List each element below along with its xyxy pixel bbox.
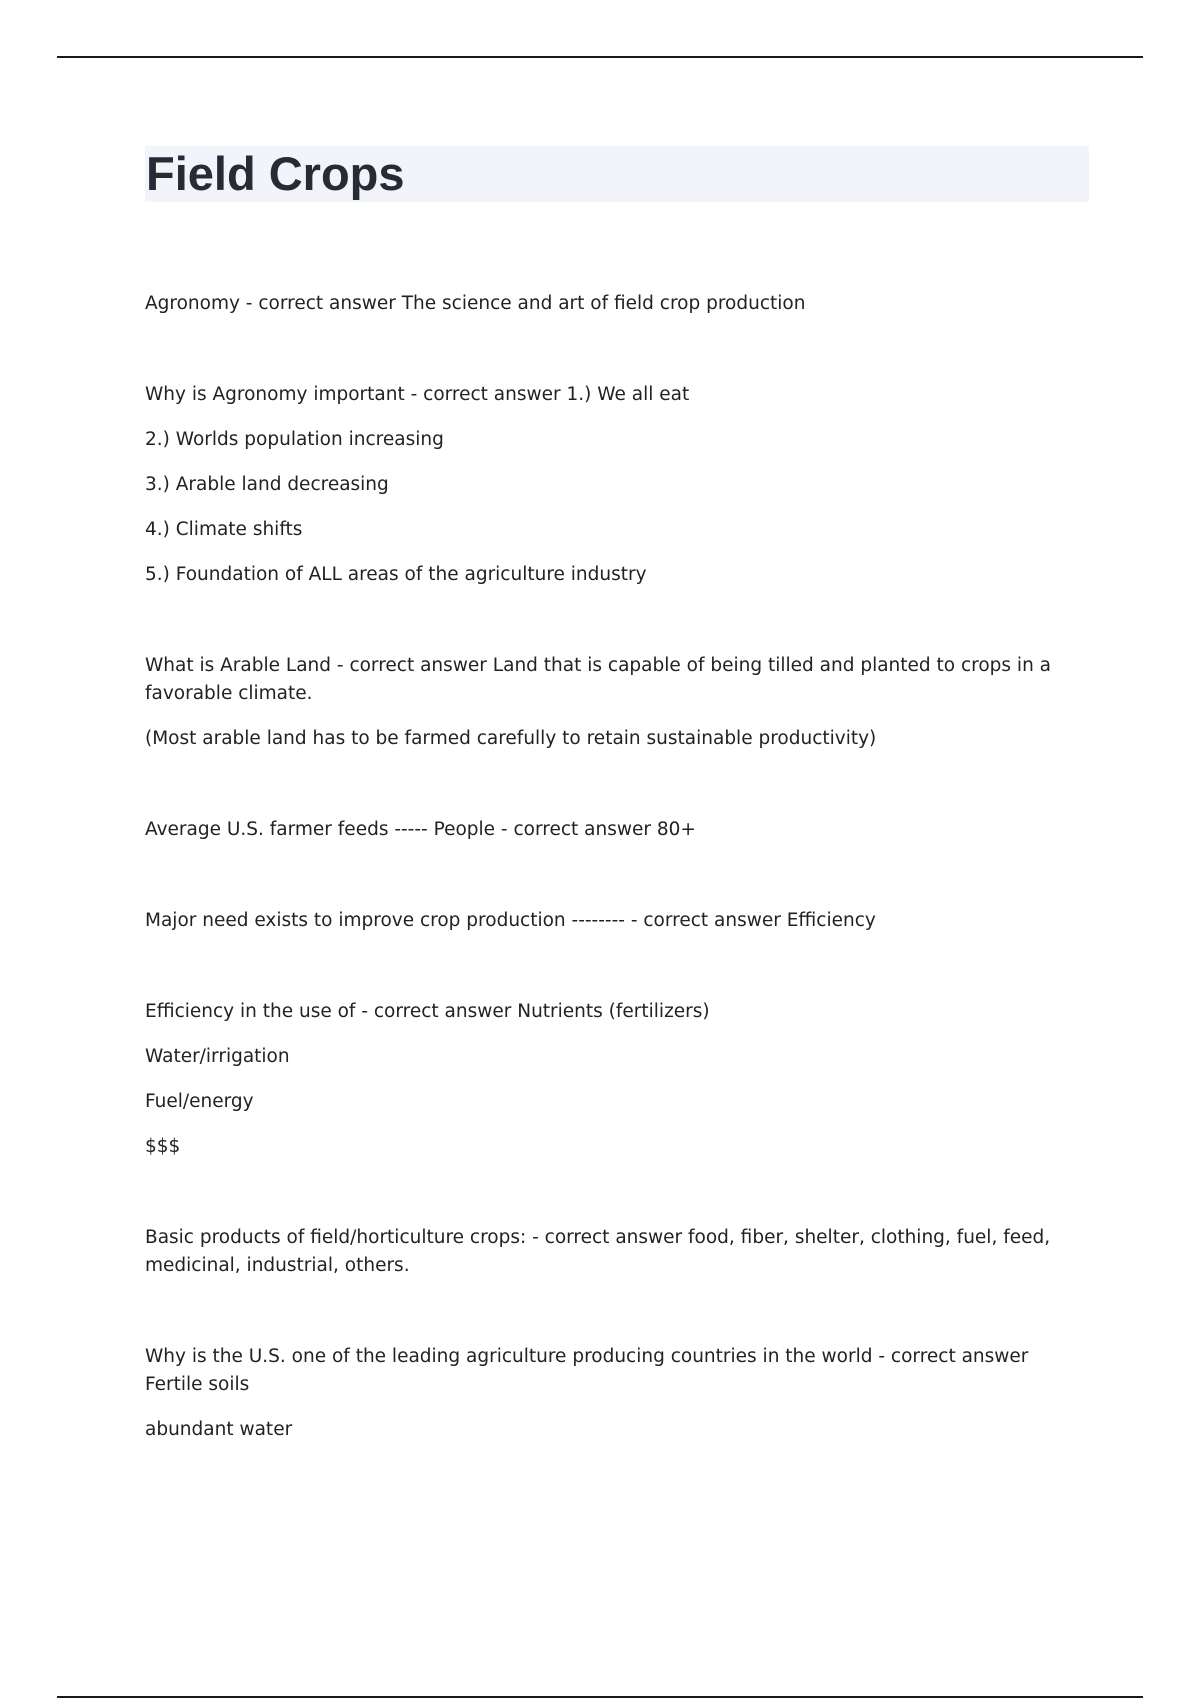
qa-answer-line: 2.) Worlds population increasing [145,429,444,450]
qa-question: Major need exists to improve crop production -------- - correct answer Efficiency [145,910,876,931]
qa-question: Basic products of field/horticulture crops: - correct answer food, fiber, shelter, clothing, fuel, feed, medicinal, industrial, others. [145,1227,1051,1276]
qa-entry [145,652,1080,753]
page-title: Field Crops [146,147,405,200]
qa-answer-line: 3.) Arable land decreasing [145,474,389,495]
top-rule [57,56,1143,58]
qa-entry [145,1224,1080,1280]
bottom-rule [57,1696,1143,1698]
qa-answer-line: Water/irrigation [145,1046,290,1067]
document-body [145,290,1080,1507]
qa-question: Efficiency in the use of - correct answer Nutrients (fertilizers) [145,1001,710,1022]
qa-entry [145,1343,1080,1444]
qa-question: What is Arable Land - correct answer Land that is capable of being tilled and planted to crops in a favorable climate. [145,655,1052,704]
qa-entry [145,381,1080,589]
qa-answer-line: 4.) Climate shifts [145,519,303,540]
qa-entry [145,816,1080,844]
qa-answer-line: (Most arable land has to be farmed carefully to retain sustainable productivity) [145,728,877,749]
qa-answer-line: Fuel/energy [145,1091,254,1112]
qa-answer-line: 5.) Foundation of ALL areas of the agriculture industry [145,564,647,585]
qa-entry [145,290,1080,318]
qa-entry [145,998,1080,1161]
qa-question: Why is Agronomy important - correct answer 1.) We all eat [145,384,690,405]
qa-entry [145,907,1080,935]
qa-answer-line: $$$ [145,1136,181,1157]
qa-question: Why is the U.S. one of the leading agriculture producing countries in the world - correct answer Fertile soils [145,1346,1029,1395]
qa-answer-line: abundant water [145,1419,293,1440]
qa-question: Agronomy - correct answer The science and art of field crop production [145,293,806,314]
qa-question: Average U.S. farmer feeds ----- People - correct answer 80+ [145,819,696,840]
